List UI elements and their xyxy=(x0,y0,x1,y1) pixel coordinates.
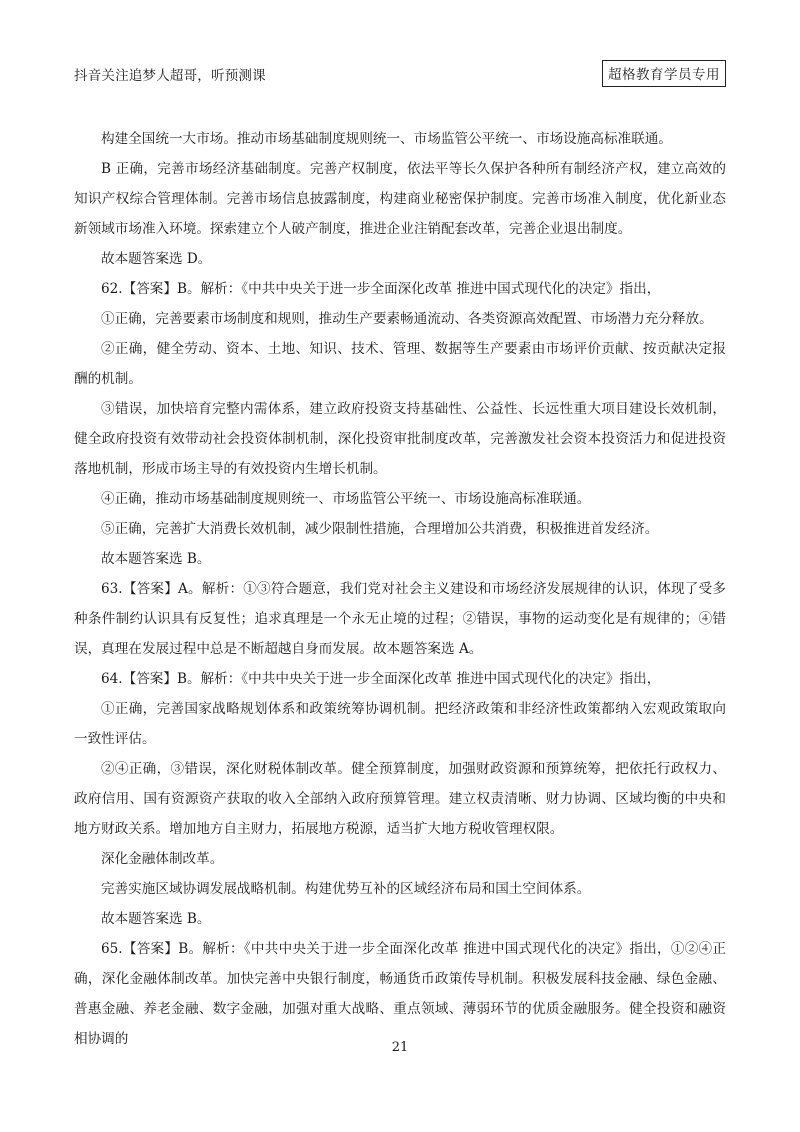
paragraph: 64.【答案】B。解析：《中共中央关于进一步全面深化改革 推进中国式现代化的决定》指出， xyxy=(101,671,661,687)
paragraph: ①正确，完善要素市场制度和规则，推动生产要素畅通流动、各类资源高效配置、市场潜力充分释放。 xyxy=(101,311,713,327)
paragraph: 63.【答案】A。解析：①③符合题意，我们党对社会主义建设和市场经济发展规律的认识，体现了受多种条件制约认识具有反复性；追求真理是一个永无止境的过程；②错误，事物的运动变化是有规律的；④错误，真理在发展过程中总是不断超越自身而发展。故本题答案选 A。 xyxy=(74,581,726,657)
paragraph: ①正确，完善国家战略规划体系和政策统筹协调机制。把经济政策和非经济性政策都纳入宏观政策取向一致性评估。 xyxy=(74,701,726,747)
header-badge: 超格教育学员专用 xyxy=(602,60,726,87)
paragraph: ②正确，健全劳动、资本、土地、知识、技术、管理、数据等生产要素由市场评价贡献、按贡献决定报酬的机制。 xyxy=(74,341,726,387)
header-promo-text: 抖音关注追梦人超哥，听预测课 xyxy=(74,68,266,84)
paragraph: 完善实施区域协调发展战略机制。构建优势互补的区域经济布局和国土空间体系。 xyxy=(101,881,591,897)
paragraph: ④正确，推动市场基础制度规则统一、市场监管公平统一、市场设施高标准联通。 xyxy=(101,491,591,507)
paragraph: 构建全国统一大市场。推动市场基础制度规则统一、市场监管公平统一、市场设施高标准联通。 xyxy=(101,131,672,147)
paragraph: ⑤正确，完善扩大消费长效机制，减少限制性措施，合理增加公共消费，积极推进首发经济。 xyxy=(101,521,659,537)
paragraph: 故本题答案选 B。 xyxy=(101,911,211,927)
paragraph: 故本题答案选 D。 xyxy=(101,251,212,267)
page-number: 21 xyxy=(391,1040,409,1055)
paragraph: 深化金融体制改革。 xyxy=(101,851,224,867)
document-body xyxy=(74,124,726,1054)
paragraph: ③错误，加快培育完整内需体系，建立政府投资支持基础性、公益性、长远性重大项目建设长效机制，健全政府投资有效带动社会投资体制机制，深化投资审批制度改革，完善激发社会资本投资活力和促进投资落地机制，形成市场主导的有效投资内生增长机制。 xyxy=(74,401,726,477)
paragraph: B 正确，完善市场经济基础制度。完善产权制度，依法平等长久保护各种所有制经济产权，建立高效的知识产权综合管理体制。完善市场信息披露制度，构建商业秘密保护制度。完善市场准入制度，优化新业态新领域市场准入环境。探索建立个人破产制度，推进企业注销配套改革，完善企业退出制度。 xyxy=(74,161,726,237)
paragraph: 故本题答案选 B。 xyxy=(101,551,211,567)
paragraph: 65.【答案】B。解析：《中共中央关于进一步全面深化改革 推进中国式现代化的决定》指出，①②④正确，深化金融体制改革。加快完善中央银行制度，畅通货币政策传导机制。积极发展科技金融、绿色金融、普惠金融、养老金融、数字金融，加强对重大战略、重点领域、薄弱环节的优质金融服务。健全投资和融资相协调的 xyxy=(74,941,726,1047)
page-header xyxy=(74,60,726,86)
paragraph: ②④正确，③错误，深化财税体制改革。健全预算制度，加强财政资源和预算统筹，把依托行政权力、政府信用、国有资源资产获取的收入全部纳入政府预算管理。建立权责清晰、财力协调、区域均衡的中央和地方财政关系。增加地方自主财力，拓展地方税源，适当扩大地方税收管理权限。 xyxy=(74,761,726,837)
paragraph: 62.【答案】B。解析：《中共中央关于进一步全面深化改革 推进中国式现代化的决定》指出， xyxy=(101,281,661,297)
